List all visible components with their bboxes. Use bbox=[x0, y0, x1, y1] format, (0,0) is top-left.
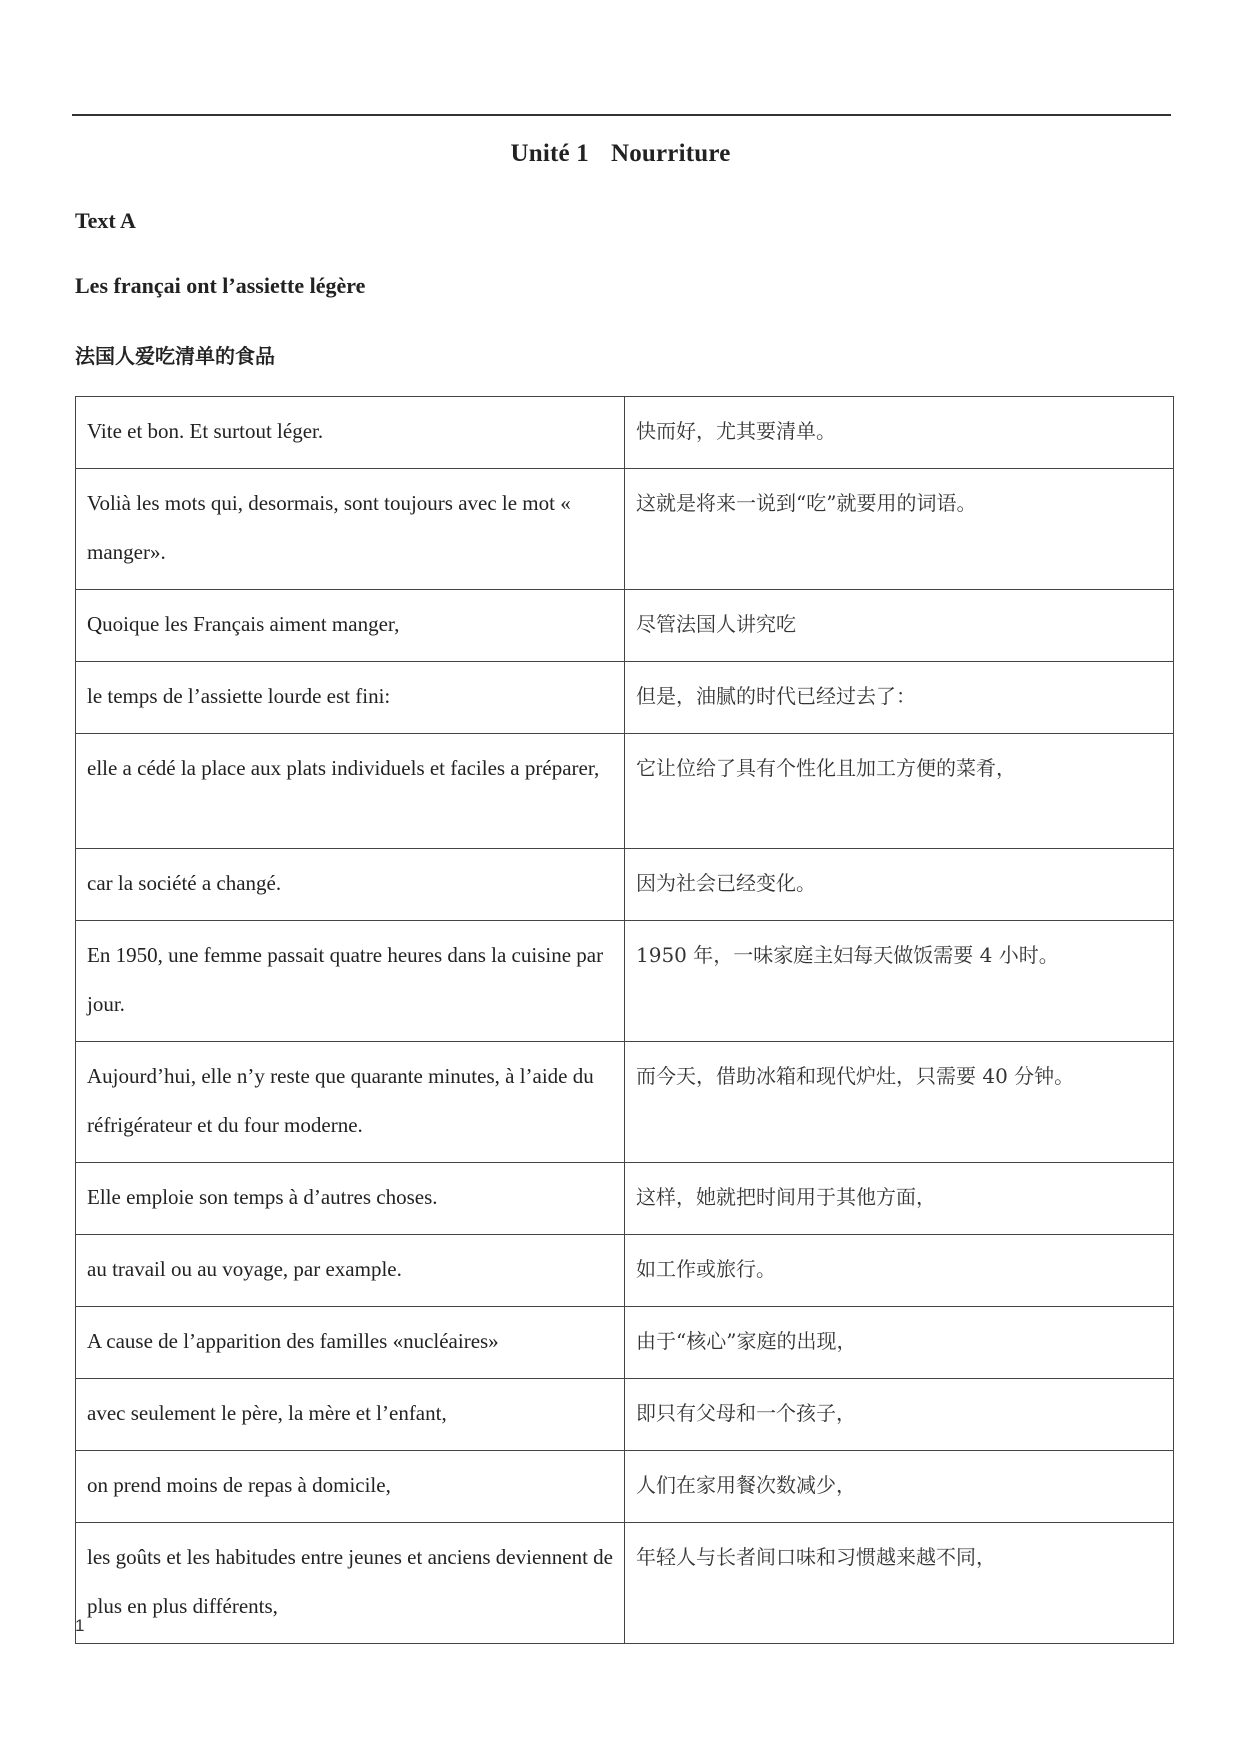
french-sentence-cell: Aujourd’hui, elle n’y reste que quarante minutes, à l’aide du réfrigérateur et du four moderne. bbox=[76, 1042, 625, 1163]
french-sentence-cell: A cause de l’apparition des familles «nucléaires» bbox=[76, 1307, 625, 1379]
table-row bbox=[76, 734, 1174, 849]
table-row bbox=[76, 1163, 1174, 1235]
chinese-translation-cell: 这样，她就把时间用于其他方面， bbox=[625, 1163, 1174, 1235]
chinese-heading: 法国人爱吃清单的食品 bbox=[75, 344, 275, 368]
table-row bbox=[76, 1042, 1174, 1163]
table-body bbox=[76, 397, 1174, 1644]
french-sentence-cell: car la société a changé. bbox=[76, 849, 625, 921]
page-title bbox=[0, 140, 1241, 168]
chinese-translation-cell: 快而好，尤其要清单。 bbox=[625, 397, 1174, 469]
chinese-translation-cell: 尽管法国人讲究吃 bbox=[625, 590, 1174, 662]
french-sentence-cell: avec seulement le père, la mère et l’enfant, bbox=[76, 1379, 625, 1451]
chinese-translation-cell: 如工作或旅行。 bbox=[625, 1235, 1174, 1307]
table-row bbox=[76, 1451, 1174, 1523]
table-row bbox=[76, 1379, 1174, 1451]
chinese-translation-cell: 因为社会已经变化。 bbox=[625, 849, 1174, 921]
chinese-translation-cell: 而今天，借助冰箱和现代炉灶，只需要 40 分钟。 bbox=[625, 1042, 1174, 1163]
chinese-translation-cell: 这就是将来一说到“吃”就要用的词语。 bbox=[625, 469, 1174, 590]
french-sentence-cell: le temps de l’assiette lourde est fini: bbox=[76, 662, 625, 734]
chinese-translation-cell: 年轻人与长者间口味和习惯越来越不同， bbox=[625, 1523, 1174, 1644]
chinese-translation-cell: 由于“核心”家庭的出现， bbox=[625, 1307, 1174, 1379]
table-row bbox=[76, 1307, 1174, 1379]
table-row bbox=[76, 397, 1174, 469]
table-row bbox=[76, 921, 1174, 1042]
chinese-translation-cell: 即只有父母和一个孩子， bbox=[625, 1379, 1174, 1451]
chinese-translation-cell: 人们在家用餐次数减少， bbox=[625, 1451, 1174, 1523]
french-sentence-cell: Vite et bon. Et surtout léger. bbox=[76, 397, 625, 469]
table-row bbox=[76, 1235, 1174, 1307]
table-row bbox=[76, 849, 1174, 921]
table-row bbox=[76, 662, 1174, 734]
french-sentence-cell: elle a cédé la place aux plats individuels et faciles a préparer, bbox=[76, 734, 625, 849]
table-row bbox=[76, 469, 1174, 590]
text-label: Text A bbox=[75, 208, 136, 233]
french-sentence-cell: au travail ou au voyage, par example. bbox=[76, 1235, 625, 1307]
chinese-translation-cell: 1950 年，一味家庭主妇每天做饭需要 4 小时。 bbox=[625, 921, 1174, 1042]
french-sentence-cell: Volià les mots qui, desormais, sont toujours avec le mot « manger». bbox=[76, 469, 625, 590]
french-sentence-cell: En 1950, une femme passait quatre heures dans la cuisine par jour. bbox=[76, 921, 625, 1042]
chinese-translation-cell: 它让位给了具有个性化且加工方便的菜肴， bbox=[625, 734, 1174, 849]
table-row bbox=[76, 590, 1174, 662]
parallel-text-table bbox=[75, 396, 1174, 1644]
unit-number: Unité 1 bbox=[510, 140, 589, 167]
unit-topic: Nourriture bbox=[610, 140, 731, 167]
french-sentence-cell: les goûts et les habitudes entre jeunes et anciens deviennent de plus en plus différents, bbox=[76, 1523, 625, 1644]
page-number: 1 bbox=[75, 1616, 85, 1635]
french-sentence-cell: Quoique les Français aiment manger, bbox=[76, 590, 625, 662]
table-row bbox=[76, 1523, 1174, 1644]
french-heading: Les françai ont l’assiette légère bbox=[75, 273, 366, 298]
chinese-translation-cell: 但是，油腻的时代已经过去了： bbox=[625, 662, 1174, 734]
french-sentence-cell: Elle emploie son temps à d’autres choses. bbox=[76, 1163, 625, 1235]
header-rule bbox=[72, 114, 1171, 116]
french-sentence-cell: on prend moins de repas à domicile, bbox=[76, 1451, 625, 1523]
